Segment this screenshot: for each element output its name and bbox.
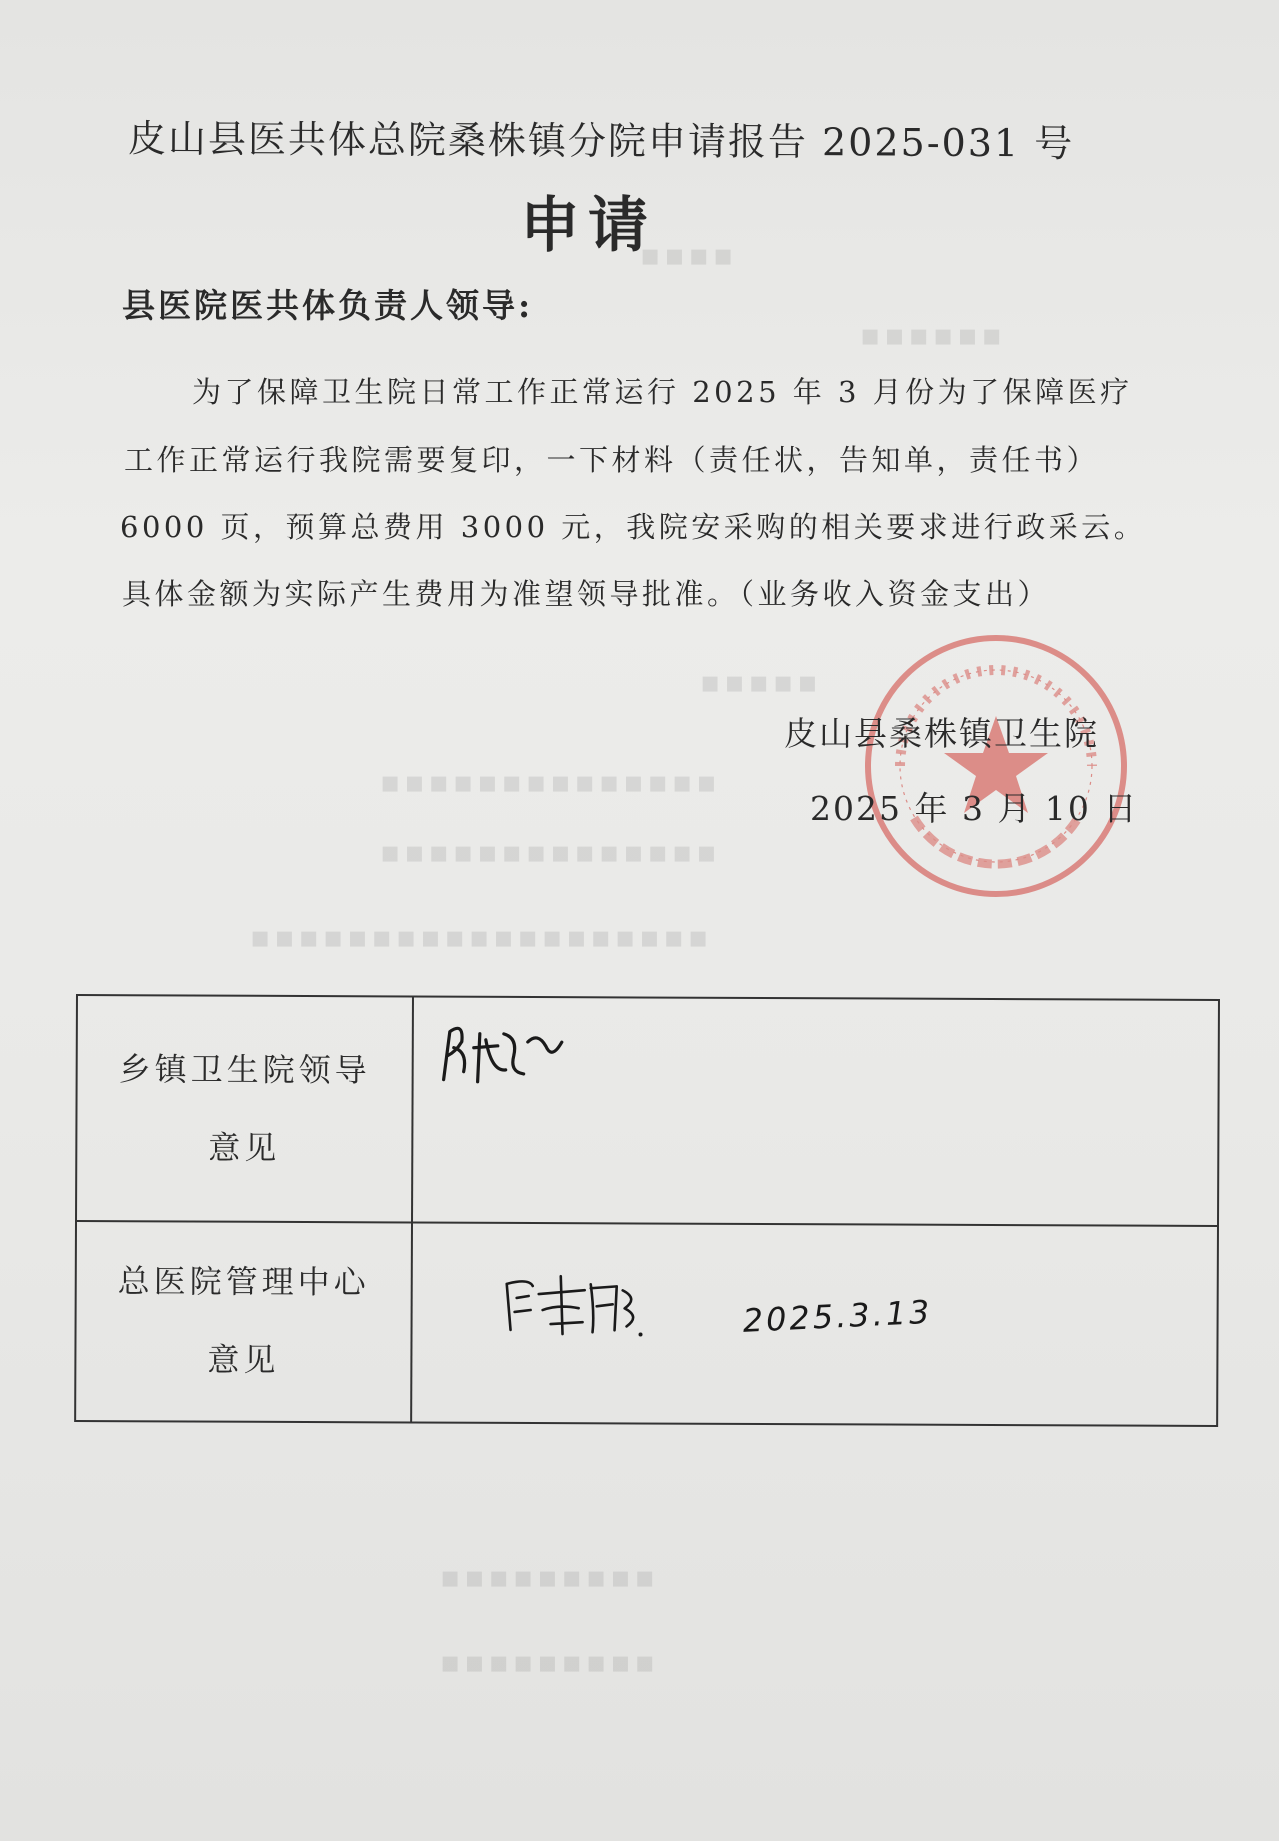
opinion-label: 乡镇卫生院领导 [118,1050,371,1090]
opinion-label: 总医院管理中心 [117,1262,370,1302]
body-paragraph-line: 6000 页，预算总费用 3000 元，我院安采购的相关要求进行政采云。 [120,510,1147,544]
salutation: 县医院医共体负责人领导: [122,286,534,325]
opinion-label-cell [77,996,414,1221]
body-paragraph-line: 为了保障卫生院日常工作正常运行 2025 年 3 月份为了保障医疗 [192,375,1133,409]
signed-date: 2025.3.13 [741,1292,934,1340]
approval-table [74,994,1220,1427]
signature-cell [413,997,1218,1225]
issue-date: 2025 年 3 月 10 日 [810,789,1139,828]
handwritten-signature-icon [498,1264,648,1345]
show-through-mark: ▪▪▪▪▪ [700,665,822,700]
opinion-label-cell [76,1220,413,1421]
opinion-label: 意见 [207,1340,280,1379]
sender-organization: 皮山县桑株镇卫生院 [784,714,1099,753]
signature-cell [412,1221,1217,1425]
report-title: 皮山县医共体总院桑株镇分院申请报告 2025-031 号 [127,116,1075,166]
show-through-mark: ▪▪▪▪▪▪▪▪▪▪▪▪▪▪ [380,765,721,800]
body-paragraph-line: 具体金额为实际产生费用为准望领导批准。（业务收入资金支出） [122,577,1051,611]
show-through-mark: ▪▪▪▪▪▪▪▪▪▪▪▪▪▪▪▪▪▪▪ [250,920,713,955]
opinion-label: 意见 [208,1128,281,1167]
table-row [77,996,1218,1227]
show-through-mark: ▪▪▪▪▪▪▪▪▪ [440,1560,659,1595]
show-through-mark: ▪▪▪▪▪▪ [860,318,1006,353]
show-through-mark: ▪▪▪▪ [640,238,738,273]
document-heading: 申请 [520,191,656,261]
show-through-mark: ▪▪▪▪▪▪▪▪▪▪▪▪▪▪ [380,835,721,870]
table-row [76,1220,1217,1425]
handwritten-signature-icon [434,1012,574,1093]
official-seal-icon [858,628,1134,904]
body-paragraph-line: 工作正常运行我院需要复印，一下材料（责任状，告知单，责任书） [124,443,1100,477]
show-through-mark: ▪▪▪▪▪▪▪▪▪ [440,1645,659,1680]
